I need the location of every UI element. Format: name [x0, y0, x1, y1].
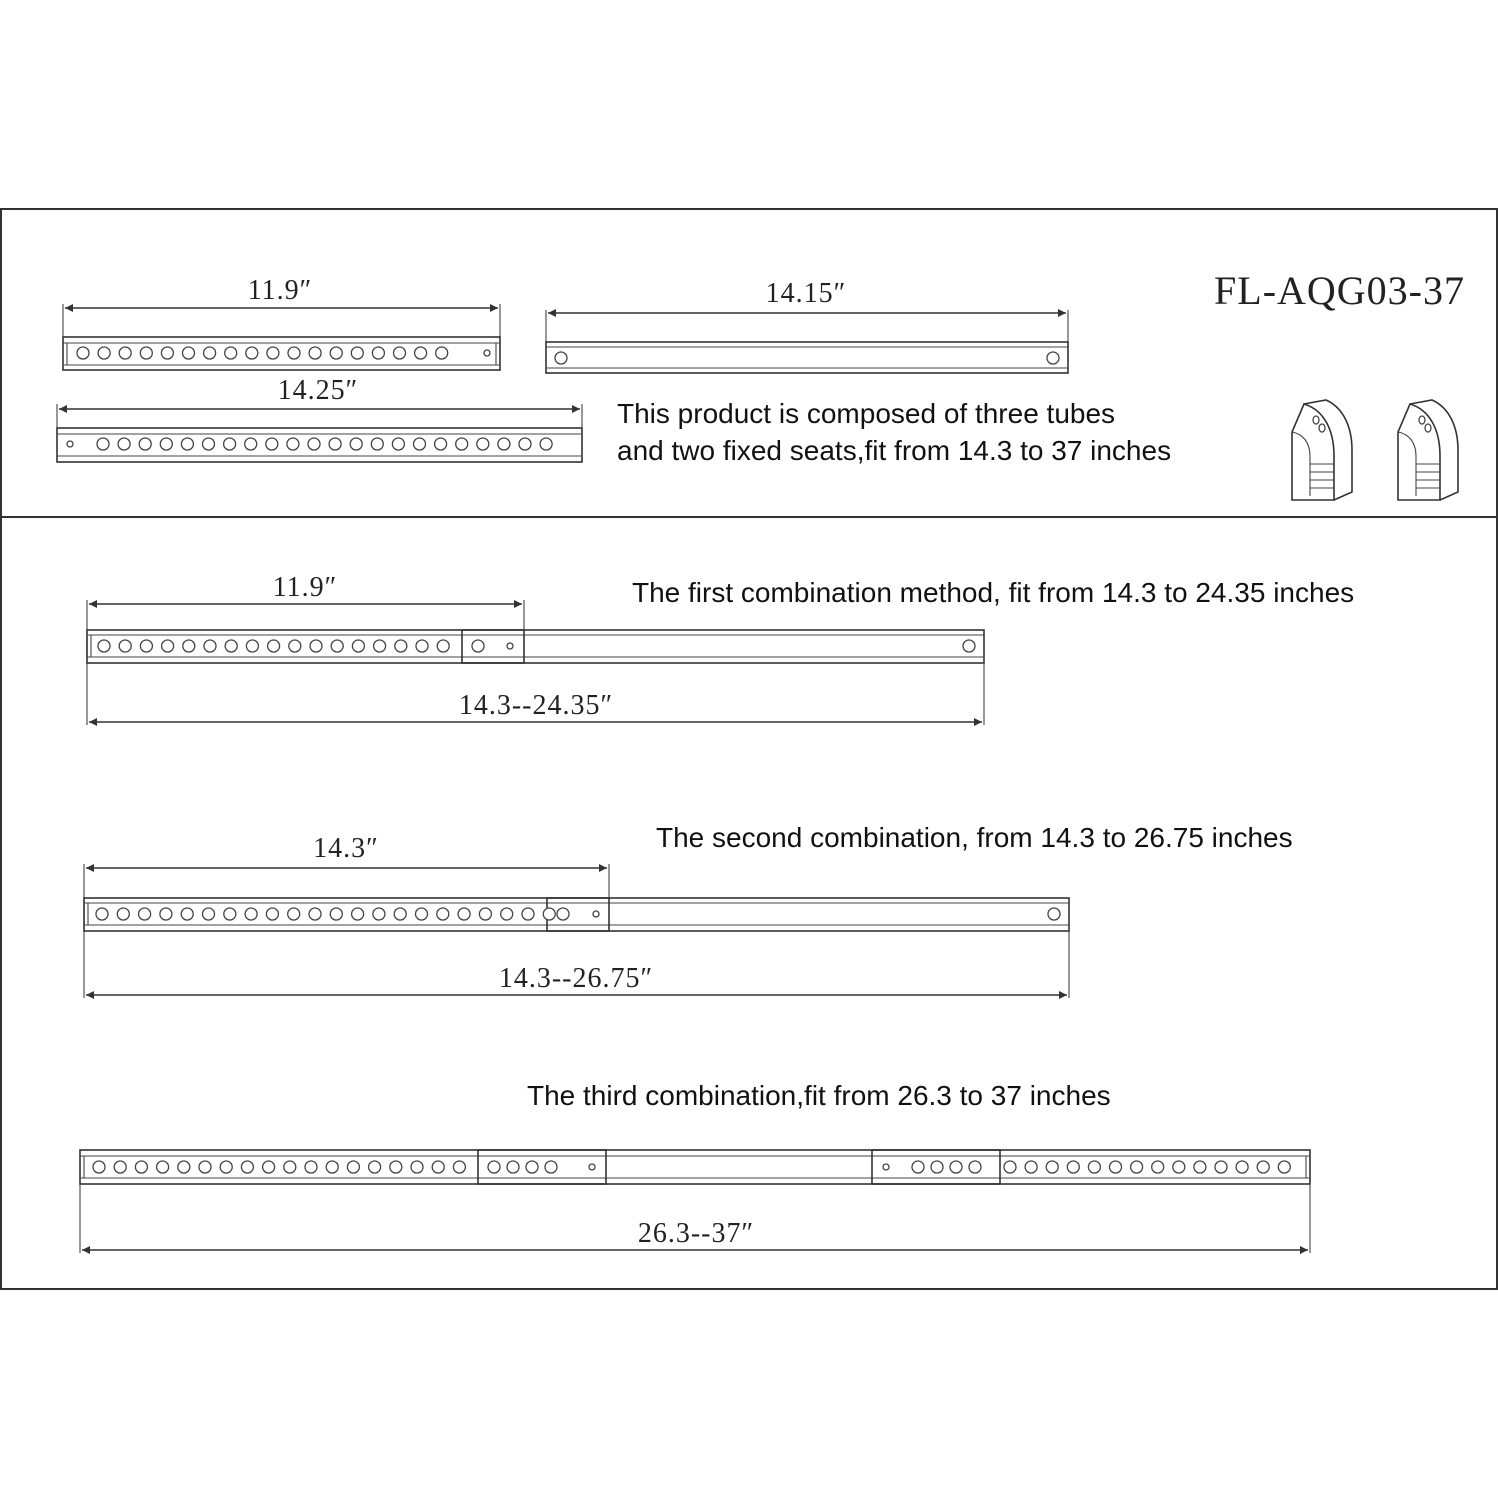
tube-hole	[157, 1161, 169, 1173]
tube-hole	[203, 438, 215, 450]
tube-hole	[477, 438, 489, 450]
tube-hole	[162, 640, 174, 652]
tube-hole	[289, 640, 301, 652]
tube-hole	[437, 640, 449, 652]
fixed-seat-1	[1292, 400, 1352, 500]
tube-hole	[97, 438, 109, 450]
combo1-title: The first combination method, fit from 14.3 to 24.35 inches	[632, 577, 1355, 608]
tube-hole	[326, 1161, 338, 1173]
tube-hole	[160, 438, 172, 450]
tube-hole	[1110, 1161, 1122, 1173]
tube-hole	[931, 1161, 943, 1173]
tube-hole	[372, 347, 384, 359]
tube-hole	[1088, 1161, 1100, 1173]
tube-hole	[484, 350, 490, 356]
combo3-title: The third combination,fit from 26.3 to 37 inches	[527, 1080, 1111, 1111]
tube-hole	[241, 1161, 253, 1173]
tube-hole	[329, 438, 341, 450]
tube-hole	[501, 908, 513, 920]
outer-frame	[1, 209, 1497, 1289]
tube-hole	[1067, 1161, 1079, 1173]
tube-hole	[414, 438, 426, 450]
tube-hole	[93, 1161, 105, 1173]
tube-hole	[912, 1161, 924, 1173]
parts-description-line-2: and two fixed seats,fit from 14.3 to 37 inches	[617, 435, 1172, 466]
tube-hole	[416, 908, 428, 920]
tube-hole	[225, 347, 237, 359]
tube-hole	[1257, 1161, 1269, 1173]
tube-hole	[458, 908, 470, 920]
tube-hole	[245, 438, 257, 450]
tube-hole	[416, 640, 428, 652]
tube-hole	[114, 1161, 126, 1173]
tube-hole	[330, 347, 342, 359]
tube-hole	[331, 640, 343, 652]
tube-hole	[135, 1161, 147, 1173]
tube-hole	[305, 1161, 317, 1173]
tube-hole	[183, 640, 195, 652]
tube-hole	[183, 347, 195, 359]
tube-hole	[140, 347, 152, 359]
tube-hole	[352, 908, 364, 920]
tube-hole	[350, 438, 362, 450]
tube-hole	[181, 438, 193, 450]
tube-hole	[390, 1161, 402, 1173]
tube-hole	[139, 908, 151, 920]
tube-hole	[969, 1161, 981, 1173]
combo2-bottom-dimension: 14.3--26.75″	[498, 963, 654, 994]
tube-hole	[519, 438, 531, 450]
tube-hole	[119, 640, 131, 652]
tube-hole	[479, 908, 491, 920]
tube-c-holes	[97, 438, 552, 450]
tube-hole	[1236, 1161, 1248, 1173]
tube-hole	[246, 640, 258, 652]
combo1-top-dimension: 11.9″	[272, 572, 338, 603]
tube-hole	[488, 1161, 500, 1173]
tube-hole	[203, 908, 215, 920]
tube-hole	[263, 1161, 275, 1173]
tube-hole	[161, 347, 173, 359]
tube-b-dimension: 14.15″	[765, 278, 847, 309]
tube-hole	[246, 347, 258, 359]
combo2-holes	[96, 908, 555, 920]
tube-hole	[1025, 1161, 1037, 1173]
tube-hole	[415, 347, 427, 359]
tube-hole	[1278, 1161, 1290, 1173]
tube-hole	[374, 640, 386, 652]
tube-hole	[267, 347, 279, 359]
tube-hole	[268, 640, 280, 652]
tube-hole	[330, 908, 342, 920]
tube-hole	[545, 1161, 557, 1173]
combo2-title: The second combination, from 14.3 to 26.75 inches	[656, 822, 1293, 853]
tube-hole	[432, 1161, 444, 1173]
parts-description-line-1: This product is composed of three tubes	[617, 398, 1116, 429]
tube-hole	[395, 640, 407, 652]
model-number: FL-AQG03-37	[1214, 268, 1465, 313]
tube-hole	[266, 438, 278, 450]
tube-hole	[369, 1161, 381, 1173]
tube-hole	[347, 1161, 359, 1173]
tube-hole	[371, 438, 383, 450]
tube-a-dimension: 11.9″	[247, 275, 313, 306]
tube-hole	[310, 640, 322, 652]
tube-hole	[225, 640, 237, 652]
tube-hole	[456, 438, 468, 450]
tube-hole	[411, 1161, 423, 1173]
tube-hole	[1194, 1161, 1206, 1173]
tube-hole	[98, 347, 110, 359]
tube-hole	[224, 908, 236, 920]
tube-hole	[288, 347, 300, 359]
tube-hole	[1152, 1161, 1164, 1173]
tube-hole	[119, 347, 131, 359]
tube-hole	[950, 1161, 962, 1173]
tube-hole	[309, 908, 321, 920]
tube-hole	[453, 1161, 465, 1173]
tube-hole	[309, 347, 321, 359]
combo1-holes	[98, 640, 449, 652]
tube-hole	[351, 347, 363, 359]
tube-hole	[204, 640, 216, 652]
tube-hole	[266, 908, 278, 920]
tube-hole	[392, 438, 404, 450]
tube-hole	[140, 640, 152, 652]
tube-hole	[287, 438, 299, 450]
tube-hole	[308, 438, 320, 450]
tube-hole	[98, 640, 110, 652]
combo3-bottom-dimension: 26.3--37″	[637, 1218, 755, 1249]
tube-hole	[540, 438, 552, 450]
tube-hole	[498, 438, 510, 450]
tube-c	[57, 404, 582, 462]
tube-hole	[96, 908, 108, 920]
tube-hole	[507, 1161, 519, 1173]
tube-hole	[204, 347, 216, 359]
tube-hole	[436, 347, 448, 359]
tube-hole	[160, 908, 172, 920]
combo2-top-dimension: 14.3″	[313, 833, 379, 864]
combo1-bottom-dimension: 14.3--24.35″	[458, 690, 614, 721]
tube-hole	[178, 1161, 190, 1173]
tube-hole	[1004, 1161, 1016, 1173]
tube-hole	[373, 908, 385, 920]
tube-a-holes	[77, 347, 490, 359]
tube-hole	[526, 1161, 538, 1173]
tube-hole	[139, 438, 151, 450]
tube-b	[546, 310, 1068, 373]
tube-hole	[543, 908, 555, 920]
tube-hole	[1131, 1161, 1143, 1173]
tube-hole	[284, 1161, 296, 1173]
tube-c-dimension: 14.25″	[277, 375, 359, 406]
tube-hole	[437, 908, 449, 920]
tube-hole	[118, 438, 130, 450]
tube-hole	[220, 1161, 232, 1173]
combo3-holes	[93, 1161, 1290, 1173]
tube-hole	[522, 908, 534, 920]
fixed-seat-2	[1398, 400, 1458, 500]
tube-hole	[352, 640, 364, 652]
tube-hole	[394, 908, 406, 920]
tube-hole	[435, 438, 447, 450]
tube-hole	[77, 347, 89, 359]
tube-hole	[1046, 1161, 1058, 1173]
tube-hole	[117, 908, 129, 920]
tube-hole	[181, 908, 193, 920]
tube-hole	[245, 908, 257, 920]
tube-hole	[1215, 1161, 1227, 1173]
tube-hole	[199, 1161, 211, 1173]
tube-hole	[288, 908, 300, 920]
tube-hole	[224, 438, 236, 450]
tube-hole	[394, 347, 406, 359]
tube-hole	[1173, 1161, 1185, 1173]
tube-a	[63, 304, 500, 370]
